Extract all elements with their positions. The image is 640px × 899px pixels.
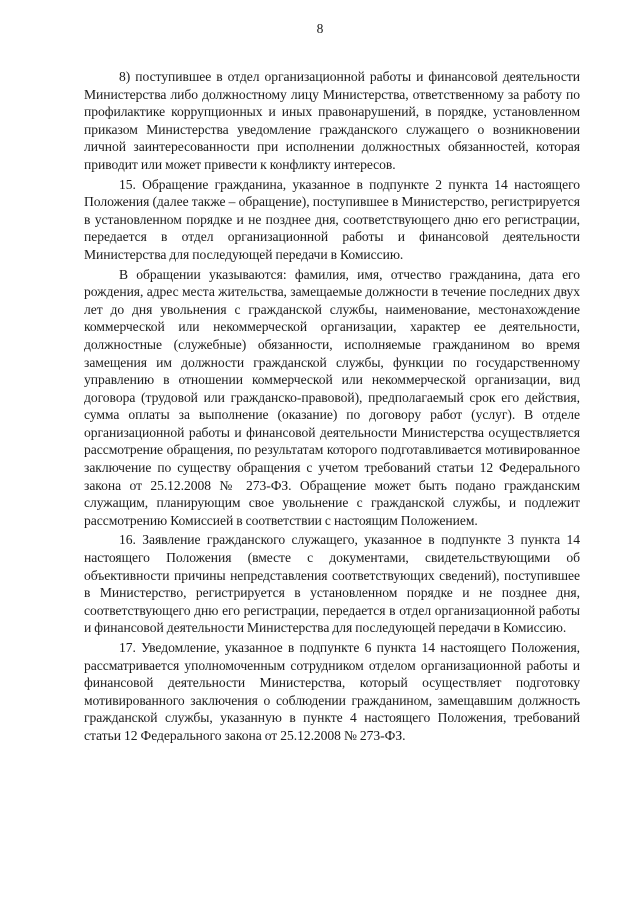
paragraph-item-8: 8) поступившее в отдел организационной работы и финансовой деятельности Министерства либо должностному лицу Министерства, ответственному за работу по профилактике коррупционных и иных правонарушений, в порядке, установленном приказом Министерства уведомление гражданского служащего о возникновении личной заинтересованности при исполнении должностных обязанностей, которая приводит или может привести к конфликту интересов. [84, 69, 580, 172]
paragraph-16: 16. Заявление гражданского служащего, указанное в подпункте 3 пункта 14 настоящего Положения (вместе с документами, свидетельствующими об объективности причины непредставления соответствующих сведений), поступившее в Министерство, регистрируется в установленном порядке и не позднее дня, соответствующего дню его регистрации, передается в отдел организационной работы и финансовой деятельности Министерства для последующей передачи в Комиссию. [84, 532, 580, 636]
document-body [84, 68, 580, 745]
paragraph-15-details: В обращении указываются: фамилия, имя, отчество гражданина, дата его рождения, адрес места жительства, замещаемые должности в течение последних двух лет до дня увольнения с гражданской службы, наименование, местонахождение коммерческой или некоммерческой организации, характер ее деятельности, должностные (служебные) обязанности, исполняемые гражданином во время замещения им должности гражданской службы, функции по государственному управлению в отношении коммерческой или некоммерческой организации, вид договора (трудовой или гражданско-правовой), предполагаемый срок его действия, сумма оплаты за выполнение (оказание) по договору работ (услуг). В отделе организационной работы и финансовой деятельности Министерства осуществляется рассмотрение обращения, по результатам которого подготавливается мотивированное заключение по существу обращения с учетом требований статьи 12 Федерального закона от 25.12.2008 № 273-ФЗ. Обращение может быть подано гражданским служащим, планирующим свое увольнение с гражданской службы, и подлежит рассмотрению Комиссией в соответствии с настоящим Положением. [84, 266, 580, 528]
page-number: 8 [316, 21, 324, 36]
paragraph-15: 15. Обращение гражданина, указанное в подпункте 2 пункта 14 настоящего Положения (далее также – обращение), поступившее в Министерство, регистрируется в установленном порядке и не позднее дня, соответствующего дню его регистрации, передается в отдел организационной работы и финансовой деятельности Министерства для последующей передачи в Комиссию. [84, 176, 580, 262]
paragraph-17: 17. Уведомление, указанное в подпункте 6 пункта 14 настоящего Положения, рассматривается уполномоченным сотрудником отделом организационной работы и финансовой деятельности Министерства, который осуществляет подготовку мотивированного заключения о соблюдении гражданином, замещавшим должность гражданской службы, указанную в пункте 4 настоящего Положения, требований статьи 12 Федерального закона от 25.12.2008 № 273-ФЗ. [84, 640, 580, 743]
